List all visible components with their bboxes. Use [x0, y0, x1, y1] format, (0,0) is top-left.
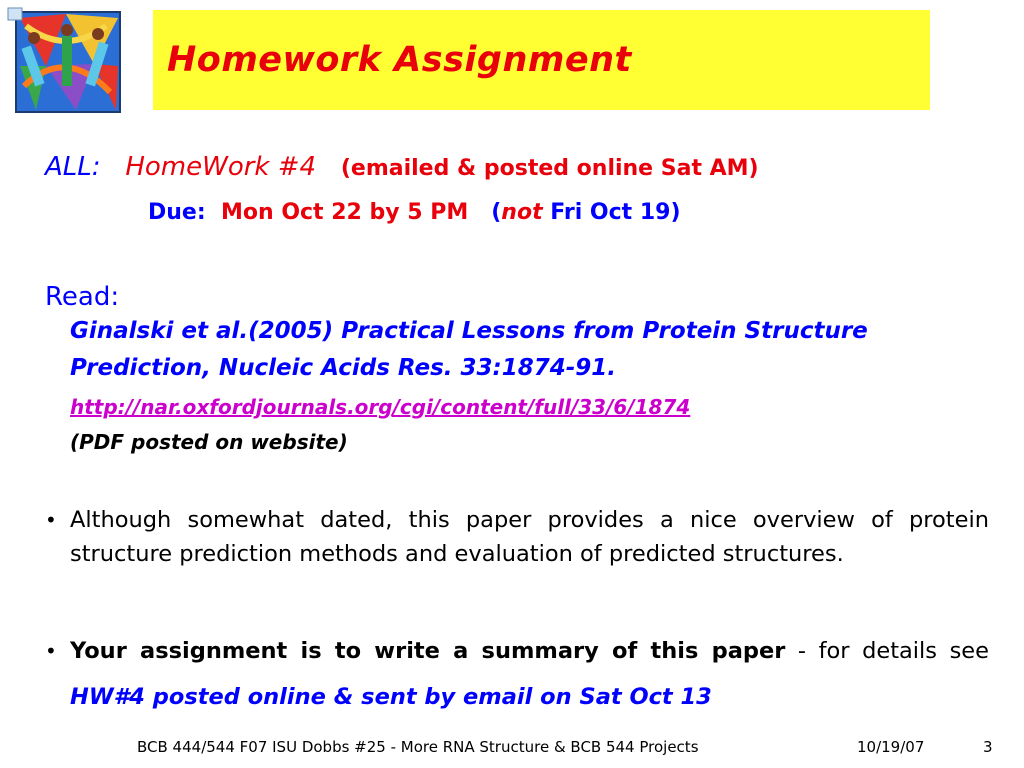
due-paren: (: [491, 200, 502, 225]
due-not: not: [501, 200, 543, 225]
bullet-icon: •: [45, 508, 57, 532]
page-title: Homework Assignment: [167, 40, 632, 80]
footer-course: BCB 444/544 F07 ISU Dobbs #25 - More RNA Structure & BCB 544 Projects: [137, 738, 699, 756]
assignment-rest: - for details see: [785, 638, 989, 664]
homework-note: (emailed & posted online Sat AM): [340, 156, 759, 181]
due-alt-date: Fri Oct 19): [550, 200, 681, 225]
assignment-bold: Your assignment is to write a summary of this paper: [70, 638, 786, 664]
homework-number: HomeWork #4: [125, 152, 317, 182]
homework-line: [45, 152, 759, 182]
citation-line-1: Ginalski et al.(2005) Practical Lessons from Protein Structure: [70, 318, 868, 344]
bullet-item-assignment: [45, 628, 989, 720]
all-label: ALL:: [45, 152, 101, 182]
bullet-text: [70, 628, 989, 720]
citation-line-2: Prediction, Nucleic Acids Res. 33:1874-91.: [70, 355, 617, 381]
paper-link[interactable]: http://nar.oxfordjournals.org/cgi/content/full/33/6/1874: [70, 395, 691, 419]
assignment-link-text: HW#4 posted online & sent by email on Sat Oct 13: [70, 684, 712, 710]
bullet-text: Although somewhat dated, this paper provides a nice overview of protein structure prediction methods and evaluation of predicted structures.: [70, 507, 989, 567]
footer-page-number: 3: [983, 738, 993, 756]
due-label: Due:: [148, 200, 206, 225]
people-collage-clipart: [6, 6, 124, 114]
due-line: [148, 200, 681, 225]
read-heading: Read:: [45, 282, 120, 312]
bullet-item-overview: [45, 503, 989, 571]
footer-date: 10/19/07: [857, 738, 925, 756]
due-date: Mon Oct 22 by 5 PM: [220, 200, 469, 225]
bullet-icon: •: [45, 639, 57, 663]
pdf-note: (PDF posted on website): [70, 430, 348, 454]
title-banner: [153, 10, 930, 110]
